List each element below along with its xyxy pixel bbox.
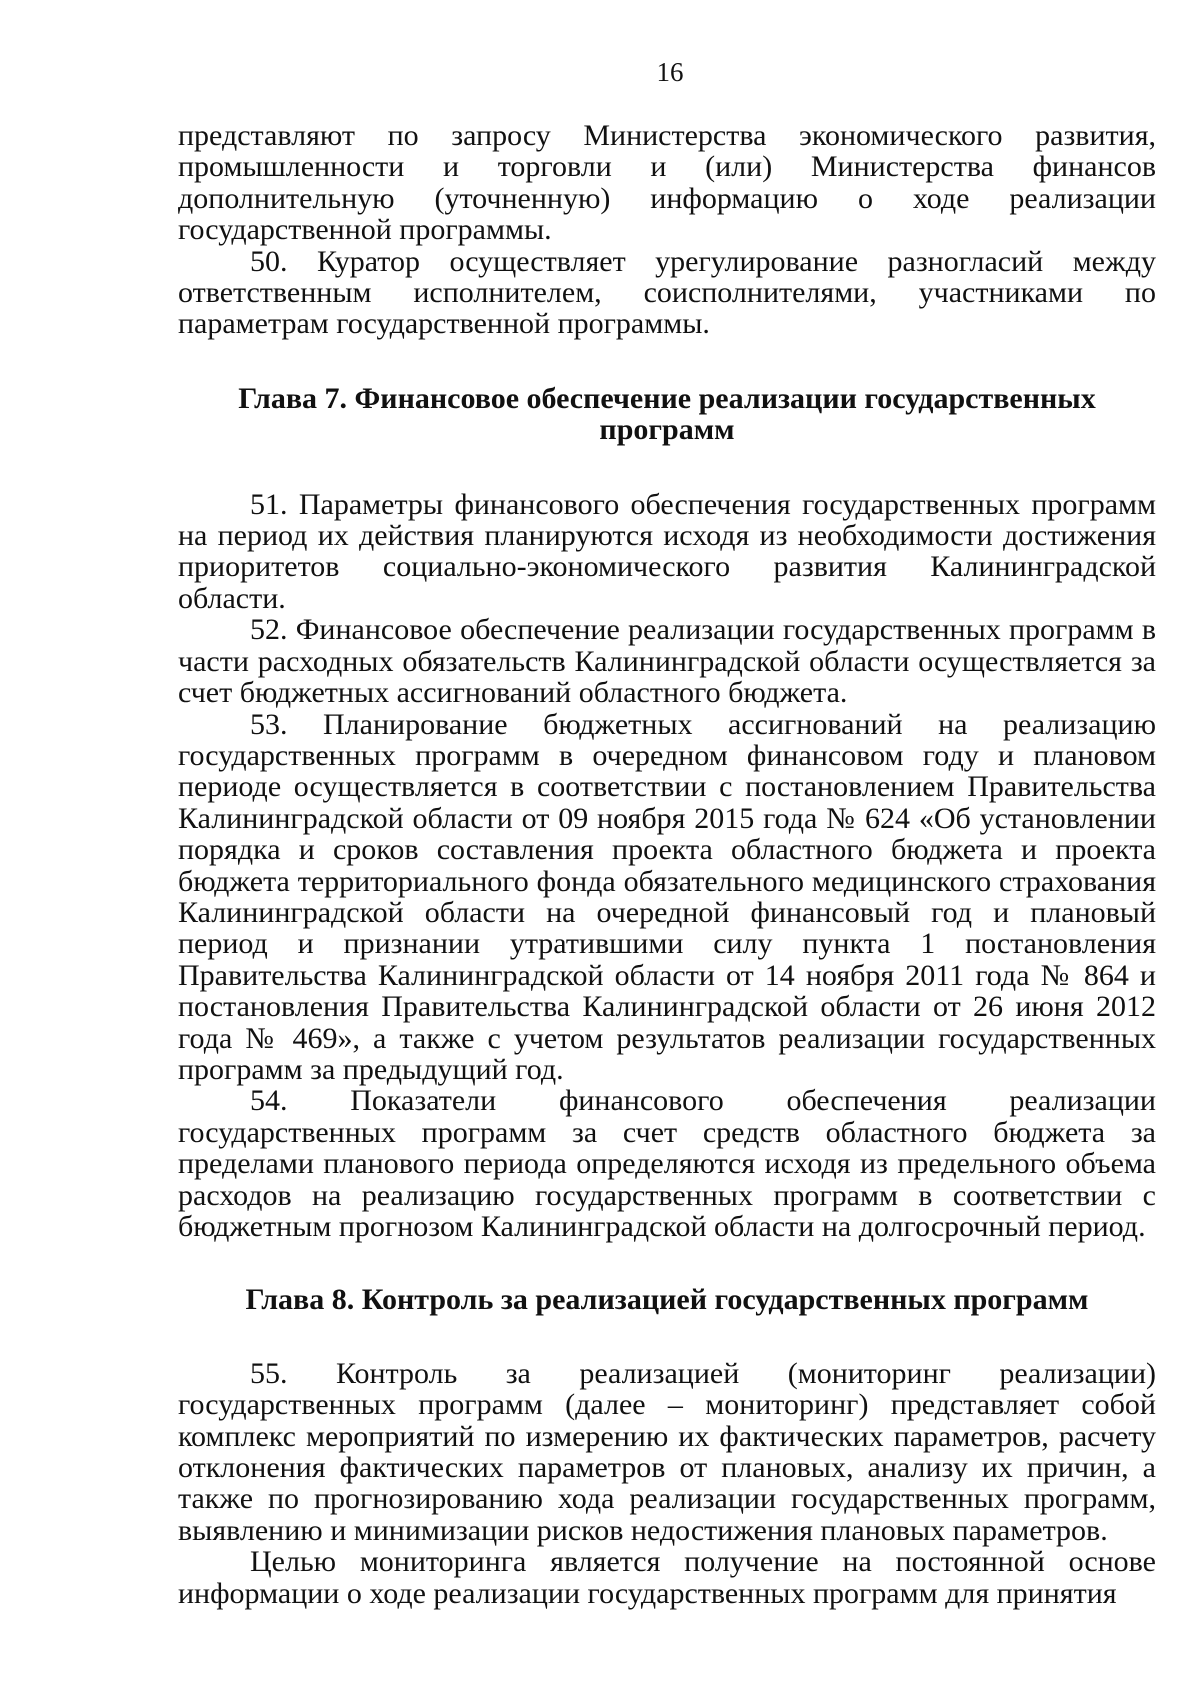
paragraph-51: 51. Параметры финансового обеспечения государственных программ на период их действия планируются исходя из необходимости достижения приоритетов социально-экономического развития Калининградской области. <box>178 487 1156 615</box>
page-number: 16 <box>656 57 684 87</box>
chapter-7-title: Глава 7. Финансовое обеспечение реализации государственных программ <box>238 381 1096 447</box>
paragraph-49-continuation: представляют по запросу Министерства экономического развития, промышленности и торговли и (или) Министерства финансов дополнительную (уточненную) информацию о ходе реализации государственной программы. <box>178 119 1156 247</box>
paragraph-53: 53. Планирование бюджетных ассигнований на реализацию государственных программ в очередном финансовом году и плановом периоде осуществляется в соответствии с постановлением Правительства Калининградской области от 09 ноября 2015 года № 624 «Об установлении порядка и сроков составления проекта областного бюджета и проекта бюджета территориального фонда обязательного медицинского страхования Калининградской области на очередной финансовый год и плановый период и признании утратившими силу пункта 1 постановления Правительства Калининградской области от 14 ноября 2011 года № 864 и постановления Правительства Калининградской области от 26 июня 2012 года № 469», а также с учетом результатов реализации государственных программ за предыдущий год. <box>178 707 1156 1086</box>
paragraph-52: 52. Финансовое обеспечение реализации государственных программ в части расходных обязательств Калининградской области осуществляется за счет бюджетных ассигнований областного бюджета. <box>178 613 1156 710</box>
paragraph-50: 50. Куратор осуществляет урегулирование разногласий между ответственным исполнителем, соисполнителями, участниками по параметрам государственной программы. <box>178 244 1156 341</box>
paragraph-monitoring-goal: Целью мониторинга является получение на постоянной основе информации о ходе реализации государственных программ для принятия <box>178 1545 1156 1610</box>
paragraph-54: 54. Показатели финансового обеспечения реализации государственных программ за счет средств областного бюджета за пределами планового периода определяются исходя из предельного объема расходов на реализацию государственных программ в соответствии с бюджетным прогнозом Калининградской области на долгосрочный период. <box>178 1084 1156 1243</box>
paragraph-55: 55. Контроль за реализацией (мониторинг реализации) государственных программ (далее – мониторинг) представляет собой комплекс мероприятий по измерению их фактических параметров, расчету отклонения фактических параметров от плановых, анализу их причин, а также по прогнозированию хода реализации государственных программ, выявлению и минимизации рисков недостижения плановых параметров. <box>178 1356 1156 1547</box>
chapter-8-title: Глава 8. Контроль за реализацией государственных программ <box>245 1283 1089 1317</box>
document-body <box>178 120 1156 1609</box>
